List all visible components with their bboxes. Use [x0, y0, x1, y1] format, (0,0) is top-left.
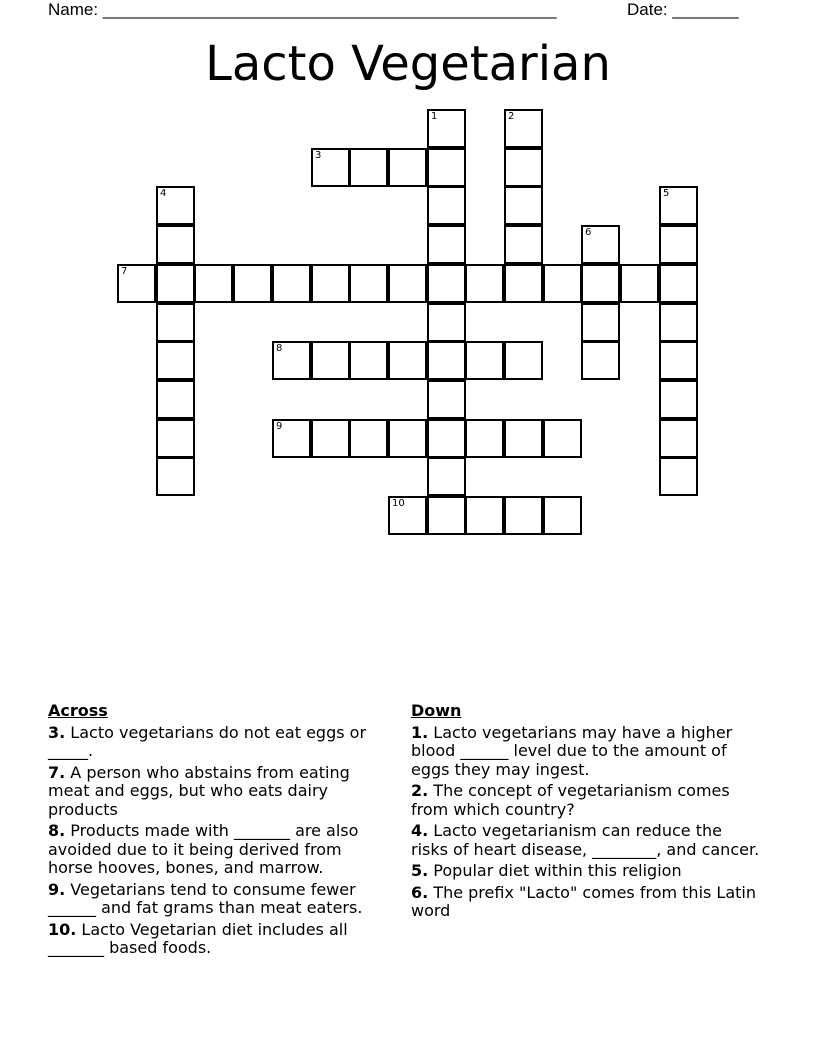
grid-cell[interactable]	[581, 303, 620, 342]
grid-cell[interactable]	[504, 148, 543, 187]
grid-cell[interactable]	[349, 419, 388, 458]
grid-cell[interactable]	[504, 225, 543, 264]
grid-cell[interactable]	[388, 148, 427, 187]
across-clue-list	[48, 724, 388, 958]
grid-cell[interactable]	[620, 264, 659, 303]
grid-cell[interactable]	[427, 341, 466, 380]
clue-number: 10	[392, 498, 405, 509]
grid-cell[interactable]	[427, 457, 466, 496]
grid-cell[interactable]	[388, 496, 427, 535]
grid-cell[interactable]	[156, 186, 195, 225]
clue-number: 10.	[48, 919, 77, 939]
grid-cell[interactable]	[504, 496, 543, 535]
grid-cell[interactable]	[311, 264, 350, 303]
grid-cell[interactable]	[156, 264, 195, 303]
grid-cell[interactable]	[543, 264, 582, 303]
clue-text: Lacto vegetarians may have a higher blood ______ level due to the amount of eggs they may ingest.	[411, 722, 733, 779]
down-clue-list	[411, 724, 761, 921]
clue-number: 1.	[411, 722, 429, 742]
grid-cell[interactable]	[427, 109, 466, 148]
grid-cell[interactable]	[349, 148, 388, 187]
clue-number: 5	[663, 188, 670, 199]
down-clue	[411, 884, 761, 921]
grid-cell[interactable]	[311, 419, 350, 458]
grid-cell[interactable]	[117, 264, 156, 303]
clue-number: 6	[585, 227, 592, 238]
grid-cell[interactable]	[504, 264, 543, 303]
clue-number: 2	[508, 111, 515, 122]
grid-cell[interactable]	[543, 496, 582, 535]
across-clue	[48, 764, 388, 820]
grid-cell[interactable]	[427, 380, 466, 419]
grid-cell[interactable]	[581, 225, 620, 264]
grid-cell[interactable]	[156, 341, 195, 380]
grid-cell[interactable]	[427, 225, 466, 264]
grid-cell[interactable]	[465, 419, 504, 458]
grid-cell[interactable]	[543, 419, 582, 458]
grid-cell[interactable]	[659, 419, 698, 458]
grid-cell[interactable]	[504, 419, 543, 458]
down-heading: Down	[411, 701, 462, 720]
down-clue	[411, 782, 761, 819]
clue-number: 9	[276, 421, 283, 432]
across-heading: Across	[48, 701, 108, 720]
across-clue	[48, 921, 388, 958]
grid-cell[interactable]	[388, 264, 427, 303]
clue-number: 7	[121, 266, 128, 277]
grid-cell[interactable]	[659, 264, 698, 303]
clue-text: The prefix "Lacto" comes from this Latin word	[411, 882, 757, 920]
clue-text: The concept of vegetarianism comes from which country?	[411, 781, 730, 819]
across-clue	[48, 881, 388, 918]
page-title: Lacto Vegetarian	[205, 36, 611, 92]
grid-cell[interactable]	[504, 186, 543, 225]
grid-cell[interactable]	[349, 341, 388, 380]
across-clue	[48, 822, 388, 878]
clue-number: 3	[315, 150, 322, 161]
clue-number: 8.	[48, 821, 66, 840]
grid-cell[interactable]	[156, 419, 195, 458]
clue-text: Products made with _______ are also avoided due to it being derived from horse hooves, bones, and marrow.	[48, 821, 359, 877]
grid-cell[interactable]	[272, 264, 311, 303]
clue-number: 3.	[48, 722, 66, 742]
clue-number: 2.	[411, 781, 429, 800]
grid-cell[interactable]	[311, 148, 350, 187]
clue-text: A person who abstains from eating meat and eggs, but who eats dairy products	[48, 762, 350, 819]
grid-cell[interactable]	[388, 341, 427, 380]
clue-text: Lacto vegetarians do not eat eggs or _____.	[48, 722, 367, 760]
down-clue	[411, 822, 761, 859]
grid-cell[interactable]	[388, 419, 427, 458]
clue-number: 4.	[411, 821, 429, 840]
grid-cell[interactable]	[427, 419, 466, 458]
clue-text: Lacto vegetarianism can reduce the risks of heart disease, ________, and cancer.	[411, 821, 760, 859]
grid-cell[interactable]	[465, 264, 504, 303]
clue-number: 6.	[411, 882, 429, 902]
grid-cell[interactable]	[194, 264, 233, 303]
down-clues	[411, 702, 761, 924]
name-field-label: Name: ________________________________________________	[48, 0, 557, 19]
clue-number: 8	[276, 343, 283, 354]
grid-cell[interactable]	[659, 457, 698, 496]
clue-number: 5.	[411, 861, 429, 880]
grid-cell[interactable]	[156, 225, 195, 264]
grid-cell[interactable]	[311, 341, 350, 380]
clue-number: 4	[160, 188, 167, 199]
grid-cell[interactable]	[233, 264, 272, 303]
grid-cell[interactable]	[427, 264, 466, 303]
grid-cell[interactable]	[504, 109, 543, 148]
grid-cell[interactable]	[465, 496, 504, 535]
grid-cell[interactable]	[659, 303, 698, 342]
grid-cell[interactable]	[156, 380, 195, 419]
grid-cell[interactable]	[659, 341, 698, 380]
down-clue	[411, 862, 761, 881]
grid-cell[interactable]	[427, 496, 466, 535]
across-clue	[48, 724, 388, 761]
clue-text: Lacto Vegetarian diet includes all _______ based foods.	[48, 919, 348, 957]
grid-cell[interactable]	[349, 264, 388, 303]
clue-number: 9.	[48, 879, 66, 899]
grid-cell[interactable]	[581, 341, 620, 380]
clue-number: 1	[431, 111, 438, 122]
grid-cell[interactable]	[272, 419, 311, 458]
clue-text: Vegetarians tend to consume fewer ______ and fat grams than meat eaters.	[48, 879, 363, 917]
across-clues	[48, 702, 388, 961]
grid-cell[interactable]	[581, 264, 620, 303]
grid-cell[interactable]	[465, 341, 504, 380]
date-field-label: Date: _______	[627, 0, 739, 19]
grid-cell[interactable]	[659, 225, 698, 264]
grid-cell[interactable]	[156, 457, 195, 496]
grid-cell[interactable]	[504, 341, 543, 380]
grid-cell[interactable]	[272, 341, 311, 380]
clue-text: Popular diet within this religion	[428, 861, 682, 880]
grid-cell[interactable]	[427, 186, 466, 225]
grid-cell[interactable]	[156, 303, 195, 342]
down-clue	[411, 724, 761, 780]
grid-cell[interactable]	[427, 303, 466, 342]
grid-cell[interactable]	[659, 380, 698, 419]
grid-cell[interactable]	[659, 186, 698, 225]
clue-number: 7.	[48, 762, 66, 782]
grid-cell[interactable]	[427, 148, 466, 187]
